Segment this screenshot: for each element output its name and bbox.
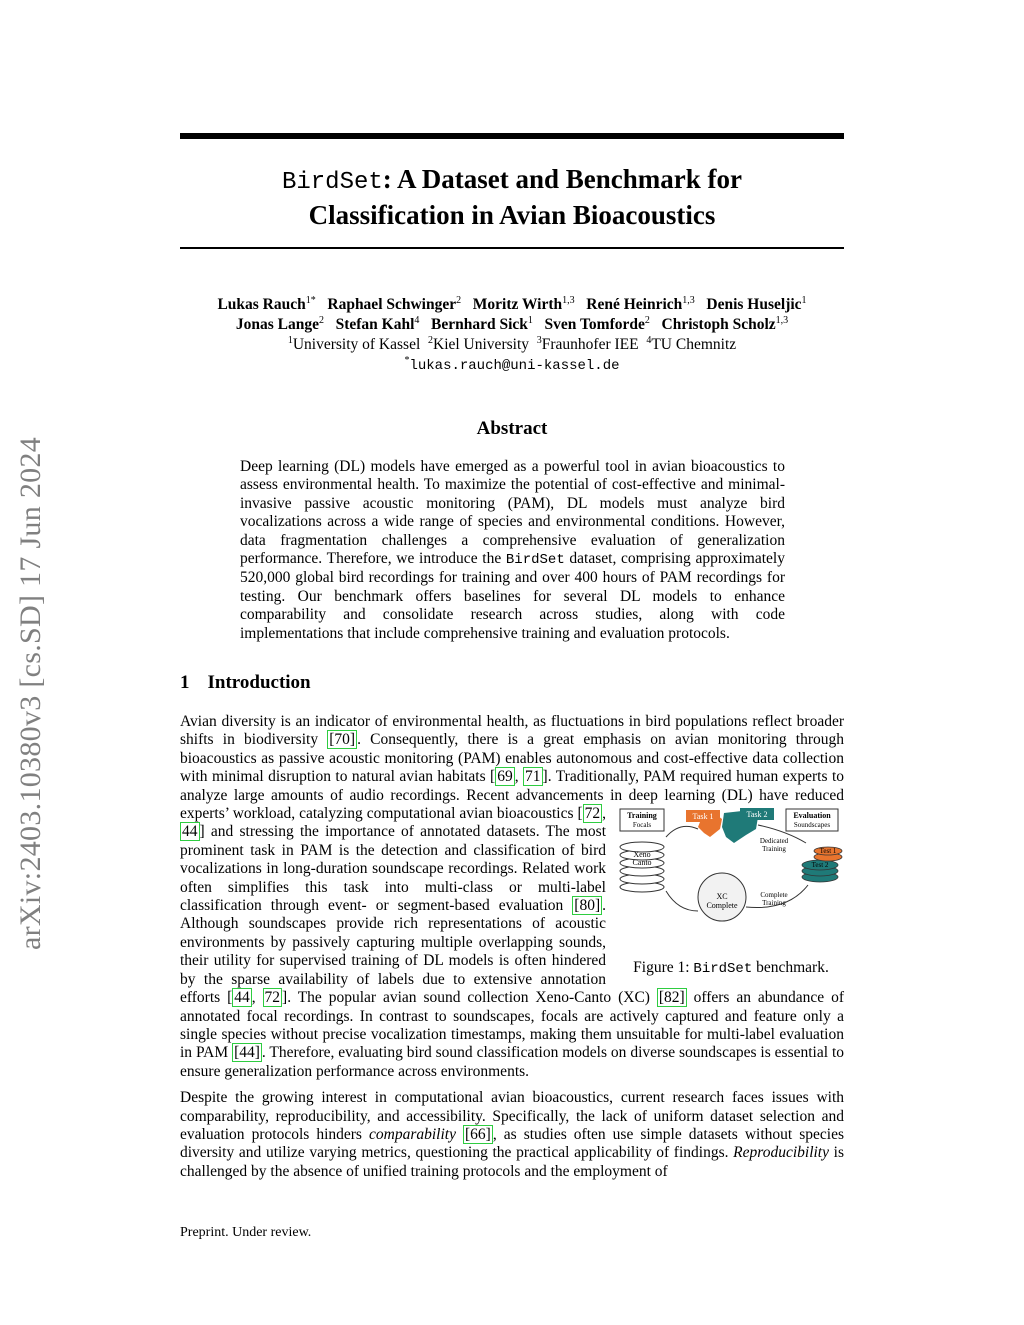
test1-label: Test 1 [819,847,837,856]
figure-1 [618,807,844,983]
section-title: Introduction [207,672,311,693]
title-line2: Classification in Avian Bioacoustics [308,200,716,230]
dedicated-label-1: Dedicated [759,837,789,846]
section-heading-introduction [180,672,329,694]
footer-note: Preprint. Under review. [180,1225,312,1240]
citation-link[interactable]: 69 [497,768,513,786]
xc-label-2: Complete [706,901,738,911]
test2-label: Test 2 [811,861,829,870]
task2-label: Task 2 [746,810,768,820]
citation-link[interactable]: [82] [658,989,685,1007]
dedicated-label-2: Training [762,845,786,854]
benchmark-diagram [618,807,844,957]
intro-paragraph-2: Despite the growing interest in computational avian bioacoustics, current research faces issues with comparability, reproducibility, and accessibility. Specifically, the lack of uniform dataset selection and evaluation protocols hinders comparability [66] , as studies often use simple datasets without species diversity and utilize varying metrics, questioning the practical applicability of findings. Reproducibility is challenged by the absence of unified training protocols and the employment of [180,1089,845,1180]
author-name: Jonas Lange [235,316,319,333]
abstract-text: Deep learning (DL) models have emerged as a powerful tool in avian bioacoustics to assess environmental health. To maximize the potential of cost-effective and minimal-invasive passive acoustic monitoring (PAM), DL models must analyze bird vocalizations across a wide range of species and environmental conditions. However, data fragmentation challenges a comprehensive evaluation of generalization performance. Therefore, we introduce the BirdSet dataset, comprising approximately 520,000 global bird recordings for training and over 400 hours of PAM recordings for testing. Our benchmark offers baselines for several DL models to enhance comparability and consolidate research across studies, along with code implementations that include comprehensive training and evaluation protocols. [240,458,785,642]
citation-link[interactable]: 71 [525,768,541,786]
citation-link[interactable]: [44] [234,1044,260,1062]
author-line-2: Jonas Lange$^2$ Stefan Kahl$^4$ Bernhard Sick$^1$ Sven Tomforde$^2$ Christoph Scholz$^{1,3}$ [235,314,789,333]
author-name: Bernhard Sick [431,316,528,333]
author-name: Denis Huseljic [706,296,802,313]
author-name: Christoph Scholz [661,316,776,333]
title-line1: : A Dataset and Benchmark for [382,164,743,194]
email-link[interactable]: lukas.rauch@uni-kassel.de [409,358,620,374]
author-name: René Heinrich [586,296,683,313]
citation-link[interactable]: 72 [264,989,281,1007]
intro-paragraph-1: Avian diversity is an indicator of environmental health, as fluctuations in bird populations reflect broader shifts in biodiversity [70] . Consequently, there is a great emphasis on avian monitoring through bioacoustics as passive acoustic monitoring (PAM) enables autonomous and cost-effective data collection with minimal disruption to natural avian habitats [ 69 , 71 ]. Traditionally, PAM required human experts to analyze large amounts of audio recordings. Recent advancements in deep learning (DL) have reduced experts’ workload, catalyzing computational avian bioacoustics [ Training Focals Evaluation Soundscapes Task 1 Task 2 Dedicated Training Xeno Canto Test 1 Test 2 XC Complete Complete Training Figure 1: BirdSet benchmark. 72 , 44 ] and stressing the importance of annotated datasets. The most prominent task in PAM is the detection and classification of bird vocalizations in long-duration soundscape recordings. Related work often simplifies this task into multi-class or multi-label classification through event- or segment-based evaluation [80] . Although soundscapes provide rich representations of acoustic environments by passively capturing multiple overlapping sounds, their utility for supervised training of DL models is often hindered by the sparse availability of labels due to extensive annotation efforts [ 44 , 72 ]. The popular avian sound collection Xeno-Canto (XC) [82] offers an abundance of annotated focal recordings. In contrast to soundscapes, focals are actively captured and feature only a single species without precise vocalization timestamps, making them unsuitable for multi-label evaluation in PAM [44] . Therefore, evaluating bird sound classification models on diverse soundscapes is essential to ensure generalization performance across environments. [180,713,845,1080]
citation-link[interactable]: [80] [574,897,601,915]
training-sub: Focals [632,821,652,830]
complete-label-2: Training [762,899,786,908]
title-rule-bottom [180,247,844,249]
author-name: Lukas Rauch [217,296,306,313]
citation-link[interactable]: 72 [584,805,601,823]
affiliations: $^1$University of Kassel $^2$Kiel University $^3$Fraunhofer IEE $^4$TU Chemnitz [287,334,737,353]
arxiv-stamp: arXiv:2403.10380v3 [cs.SD] 17 Jun 2024 [14,436,47,950]
intro-body [180,713,844,1189]
citation-link[interactable]: 44 [234,989,250,1007]
author-name: Moritz Wirth [472,296,563,313]
title-dataset-name: BirdSet [281,169,383,196]
author-name: Stefan Kahl [335,316,415,333]
citation-link[interactable]: 44 [182,823,198,841]
figure-caption: Figure 1: BirdSet benchmark. [633,959,829,978]
section-number: 1 [180,672,190,693]
task1-label: Task 1 [692,812,714,822]
contact-email: *lukas.rauch@uni-kassel.de [404,354,620,374]
eval-sub: Soundscapes [793,821,831,830]
complete-label-1: Complete [760,891,788,900]
abstract-heading: Abstract [476,418,548,439]
training-title: Training [627,811,657,821]
title-rule-top [180,133,844,139]
paper-title [180,163,844,232]
author-name: Raphael Schwinger [327,296,457,313]
author-line-1: Lukas Rauch$^{1*}$ Raphael Schwinger$^2$ Moritz Wirth$^{1,3}$ René Heinrich$^{1,3}$ Denis Huseljic$^1$ [217,294,807,313]
arrow-focals-to-complete [666,891,698,911]
xeno-label-1: Xeno [633,850,651,860]
citation-link[interactable]: [70] [329,731,356,749]
author-name: Sven Tomforde [544,316,645,333]
xc-label-1: XC [716,892,728,902]
xeno-label-2: Canto [632,858,652,868]
author-block [180,295,844,376]
eval-title: Evaluation [793,811,831,821]
citation-link[interactable]: [66] [465,1125,491,1143]
arrow-focals-to-task [666,826,698,837]
